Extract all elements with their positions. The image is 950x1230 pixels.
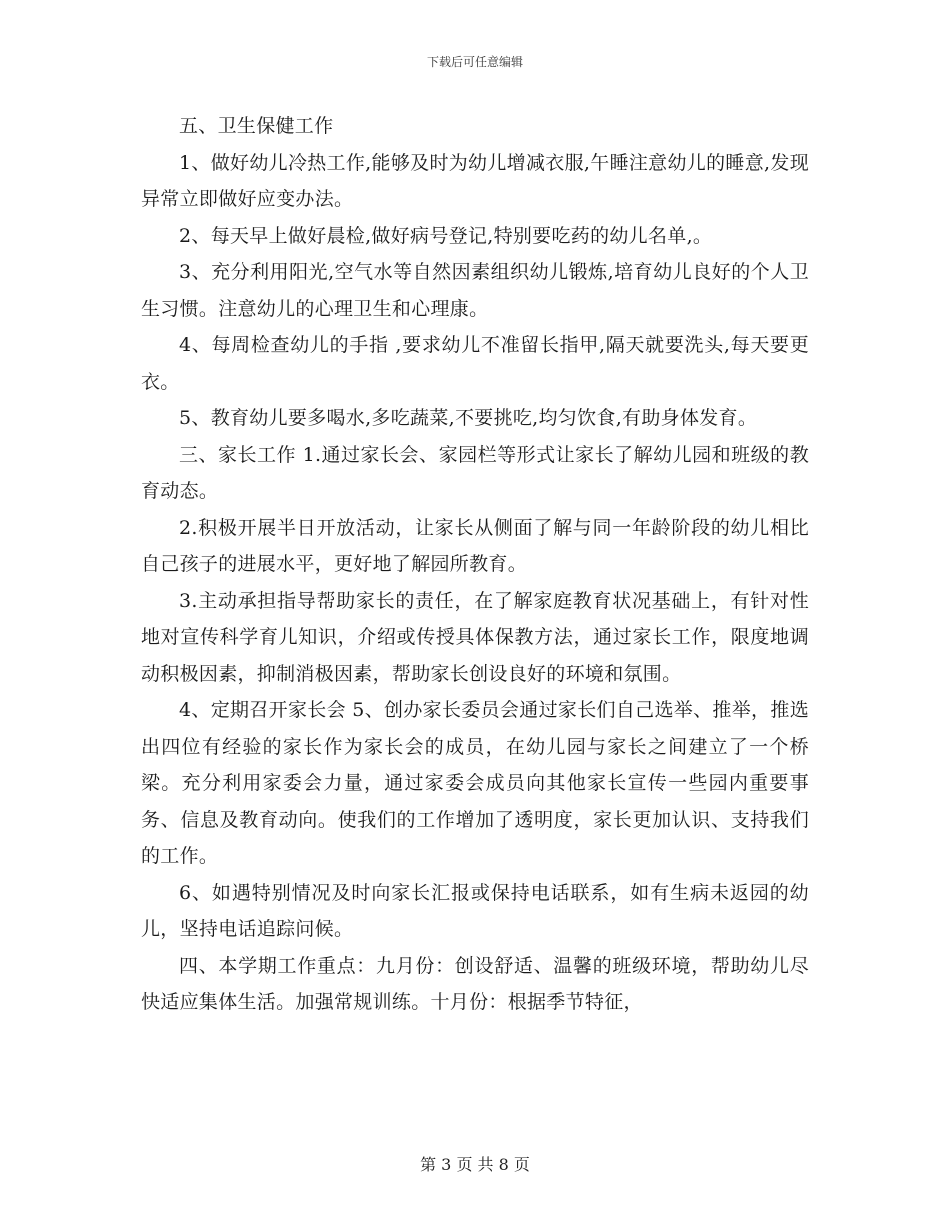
paragraph: 4、定期召开家长会 5、创办家长委员会通过家长们自己选举、推举，推选出四位有经验的家长作为家长会的成员，在幼儿园与家长之间建立了一个桥梁。充分利用家委会力量，通过家委会成员向其他家长宣传一些园内重要事务、信息及教育动向。使我们的工作增加了透明度，家长更加认识、支持我们的工作。 [141, 699, 809, 867]
page-number: 第 3 页 共 8 页 [420, 1155, 530, 1174]
page-header-note: 下载后可任意编辑 [426, 55, 523, 69]
paragraph: 2、每天早上做好晨检,做好病号登记,特别要吃药的幼儿名单,。 [179, 224, 713, 247]
paragraph: 6、如遇特别情况及时向家长汇报或保持电话联系，如有生病未返园的幼儿，坚持电话追踪问候。 [141, 881, 809, 940]
section-heading-hygiene: 五、卫生保健工作 [179, 115, 334, 137]
section-heading-focus: 四、本学期工作重点：九月份：创设舒适、温馨的班级环境，帮助幼儿尽快适应集体生活。加强常规训练。十月份：根据季节特征， [141, 954, 809, 1013]
document-body [141, 108, 809, 1021]
section-heading-parents: 三、家长工作 1.通过家长会、家园栏等形式让家长了解幼儿园和班级的教育动态。 [141, 443, 809, 502]
paragraph: 1、做好幼儿冷热工作,能够及时为幼儿增减衣服,午睡注意幼儿的睡意,发现异常立即做好应变办法。 [141, 151, 809, 210]
paragraph: 3.主动承担指导帮助家长的责任，在了解家庭教育状况基础上，有针对性地对宣传科学育儿知识，介绍或传授具体保教方法，通过家长工作，限度地调动积极因素，抑制消极因素，帮助家长创设良好的环境和氛围。 [141, 589, 809, 685]
paragraph: 5、教育幼儿要多喝水,多吃蔬菜,不要挑吃,均匀饮食,有助身体发育。 [179, 407, 758, 429]
paragraph: 3、充分利用阳光,空气水等自然因素组织幼儿锻炼,培育幼儿良好的个人卫生习惯。注意幼儿的心理卫生和心理康。 [141, 261, 809, 320]
paragraph: 2.积极开展半日开放活动，让家长从侧面了解与同一年龄阶段的幼儿相比自己孩子的进展水平，更好地了解园所教育。 [141, 516, 809, 575]
paragraph: 4、每周检查幼儿的手指 ,要求幼儿不准留长指甲,隔天就要洗头,每天要更衣。 [141, 334, 809, 393]
